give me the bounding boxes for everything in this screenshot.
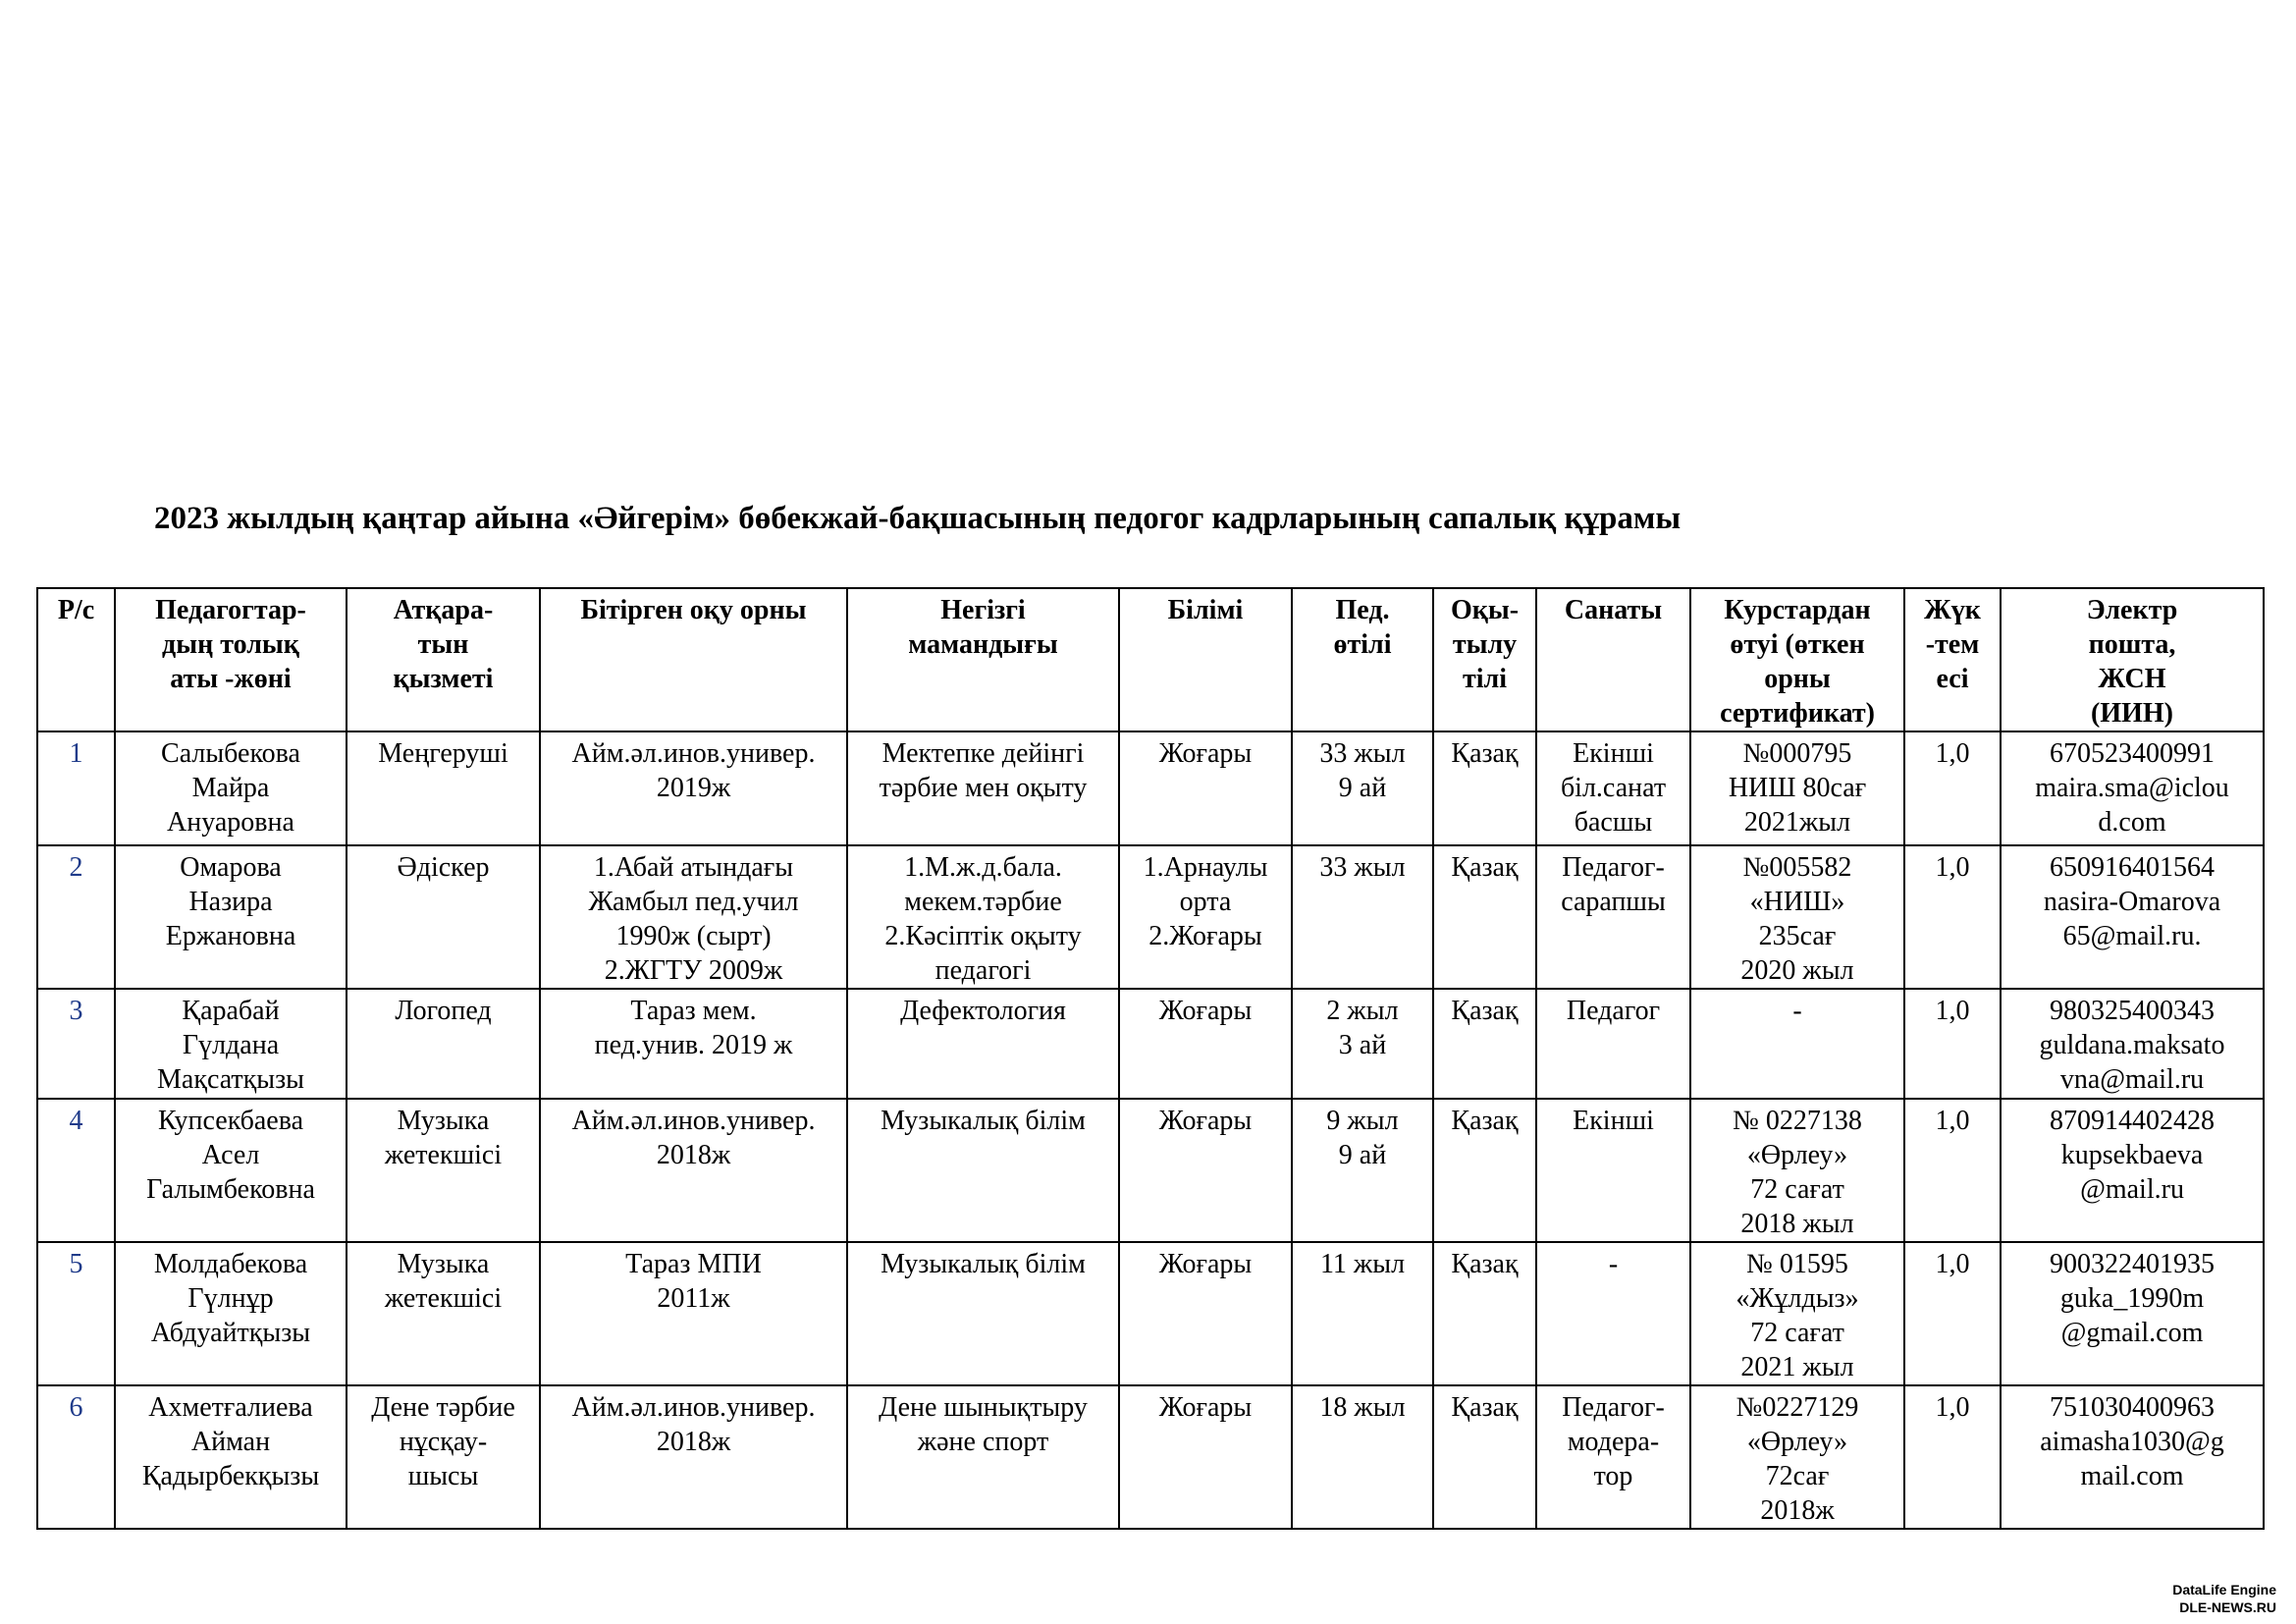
cell-contact-line: 870914402428 — [2050, 1106, 2215, 1136]
cell-category — [1536, 1385, 1690, 1529]
cell-school-line: 1990ж (сырт) — [615, 921, 772, 951]
header-courses-line: сертификат) — [1720, 698, 1875, 729]
cell-courses-line: 2020 жыл — [1740, 955, 1854, 986]
header-school-line: Бітірген оқу орны — [580, 595, 807, 625]
cell-category-line: модера- — [1567, 1427, 1660, 1457]
cell-specialty-line: 2.Кәсіптік оқыту — [884, 921, 1082, 951]
staff-table — [36, 587, 2265, 1530]
cell-experience-line: 9 ай — [1338, 1140, 1387, 1170]
cell-category-line: Педагог- — [1562, 852, 1665, 883]
watermark-line-2: DLE-NEWS.RU — [2179, 1599, 2276, 1615]
header-specialty-line: Негізгі — [940, 595, 1026, 625]
cell-courses-line: «НИШ» — [1749, 887, 1845, 917]
cell-num: 6 — [37, 1385, 115, 1529]
cell-courses-line: № 0227138 — [1733, 1106, 1862, 1136]
cell-specialty-line: Музыкалық білім — [881, 1106, 1086, 1136]
cell-category — [1536, 845, 1690, 989]
cell-position — [347, 1099, 540, 1242]
header-num — [37, 588, 115, 731]
header-specialty — [847, 588, 1119, 731]
cell-contact-line: @gmail.com — [2060, 1318, 2204, 1348]
cell-load — [1904, 1385, 2001, 1529]
cell-courses-line: 2018 жыл — [1740, 1209, 1854, 1239]
cell-courses-line: «Жұлдыз» — [1735, 1283, 1859, 1314]
cell-language — [1433, 989, 1536, 1099]
cell-position-line: жетекшісі — [384, 1283, 503, 1314]
cell-experience-line: 33 жыл — [1319, 738, 1406, 769]
header-name-line: Педагогтар- — [155, 595, 306, 625]
table-row — [37, 989, 2264, 1099]
cell-name — [115, 1099, 347, 1242]
page-title: 2023 жылдың қаңтар айына «Әйгерім» бөбекжай-бақшасының педогог кадрларының сапалық құрамы — [154, 501, 1682, 536]
cell-num: 3 — [37, 989, 115, 1099]
cell-name-line: Гүлдана — [182, 1030, 280, 1060]
cell-contact-line: guldana.maksato — [2039, 1030, 2225, 1060]
cell-category — [1536, 989, 1690, 1099]
cell-position — [347, 1242, 540, 1385]
header-num-line: Р/с — [57, 595, 95, 625]
cell-position-line: шысы — [407, 1461, 479, 1491]
header-language-line: Оқы- — [1450, 595, 1520, 625]
cell-category-line: Педагог- — [1562, 1392, 1665, 1423]
header-category-line: Санаты — [1564, 595, 1663, 625]
header-name — [115, 588, 347, 731]
cell-education — [1119, 989, 1292, 1099]
cell-courses-line: №005582 — [1742, 852, 1852, 883]
cell-education — [1119, 1099, 1292, 1242]
cell-education — [1119, 1385, 1292, 1529]
header-name-line: аты -жөні — [170, 664, 292, 694]
cell-courses-line: 2021 жыл — [1740, 1352, 1854, 1382]
cell-courses-line: 2021жыл — [1743, 807, 1851, 838]
header-education-line: Білімі — [1167, 595, 1244, 625]
cell-education — [1119, 1242, 1292, 1385]
table-row — [37, 1099, 2264, 1242]
watermark-line-1: DataLife Engine — [2172, 1582, 2276, 1597]
header-experience-line: өтілі — [1333, 629, 1392, 660]
header-contact-line: ЖСН — [2098, 664, 2166, 694]
cell-language-line: Қазақ — [1451, 852, 1519, 883]
cell-load — [1904, 989, 2001, 1099]
header-contact-line: пошта, — [2088, 629, 2176, 660]
cell-contact-line: maira.sma@iclou — [2035, 773, 2229, 803]
header-courses-line: өтуі (өткен — [1730, 629, 1865, 660]
cell-experience — [1292, 989, 1433, 1099]
cell-experience-line: 2 жыл — [1326, 996, 1399, 1026]
cell-education — [1119, 845, 1292, 989]
cell-contact-line: @mail.ru — [2080, 1174, 2184, 1205]
header-position-line: тын — [417, 629, 469, 660]
cell-contact — [2001, 989, 2264, 1099]
cell-experience — [1292, 1242, 1433, 1385]
cell-education-line: 1.Арнаулы — [1143, 852, 1268, 883]
cell-specialty-line: Мектепке дейінгі — [881, 738, 1085, 769]
cell-school-line: Айм.әл.инов.универ. — [571, 1106, 816, 1136]
cell-school-line: Тараз мем. — [630, 996, 757, 1026]
cell-contact-line: 980325400343 — [2050, 996, 2215, 1026]
cell-position-line: Әдіскер — [397, 852, 490, 883]
cell-specialty-line: және спорт — [917, 1427, 1049, 1457]
cell-category-line: - — [1608, 1249, 1619, 1279]
cell-load — [1904, 731, 2001, 845]
cell-specialty-line: 1.М.ж.д.бала. — [904, 852, 1062, 883]
cell-name-line: Қарабай — [182, 996, 280, 1026]
cell-name-line: Галымбековна — [146, 1174, 315, 1205]
cell-contact-line: 650916401564 — [2050, 852, 2215, 883]
cell-contact-line: d.com — [2098, 807, 2166, 838]
cell-num: 2 — [37, 845, 115, 989]
cell-school-line: Жамбыл пед.учил — [588, 887, 799, 917]
cell-education-line: 2.Жоғары — [1148, 921, 1262, 951]
cell-position — [347, 731, 540, 845]
cell-experience-line: 3 ай — [1338, 1030, 1387, 1060]
table-row — [37, 1385, 2264, 1529]
cell-language-line: Қазақ — [1451, 1249, 1519, 1279]
cell-category-line: тор — [1593, 1461, 1633, 1491]
cell-specialty-line: мекем.тәрбие — [904, 887, 1062, 917]
cell-contact-line: 751030400963 — [2050, 1392, 2215, 1423]
cell-position-line: жетекшісі — [384, 1140, 503, 1170]
table-row — [37, 1242, 2264, 1385]
cell-experience — [1292, 731, 1433, 845]
cell-school-line: 2.ЖГТУ 2009ж — [604, 955, 783, 986]
cell-contact-line: aimasha1030@g — [2040, 1427, 2224, 1457]
cell-position — [347, 989, 540, 1099]
cell-courses-line: «Өрлеу» — [1746, 1140, 1848, 1170]
cell-courses — [1690, 731, 1904, 845]
cell-language — [1433, 731, 1536, 845]
cell-category — [1536, 1242, 1690, 1385]
header-name-line: дың толық — [162, 629, 299, 660]
cell-category-line: сарапшы — [1561, 887, 1666, 917]
cell-language — [1433, 1385, 1536, 1529]
cell-load-line: 1,0 — [1935, 852, 1970, 883]
header-language-line: тылу — [1452, 629, 1518, 660]
cell-name-line: Мақсатқызы — [157, 1064, 304, 1095]
cell-specialty-line: тәрбие мен оқыту — [879, 773, 1088, 803]
cell-position-line: Музыка — [397, 1106, 490, 1136]
cell-name-line: Қадырбекқызы — [141, 1461, 320, 1491]
cell-contact-line: guka_1990m — [2059, 1283, 2205, 1314]
watermark — [2172, 1581, 2276, 1616]
cell-specialty-line: Дене шынықтыру — [879, 1392, 1088, 1423]
cell-education-line: Жоғары — [1158, 1249, 1253, 1279]
cell-name — [115, 731, 347, 845]
cell-courses-line: 2018ж — [1760, 1495, 1835, 1526]
cell-education-line: орта — [1179, 887, 1232, 917]
cell-education-line: Жоғары — [1158, 996, 1253, 1026]
header-courses-line: Курстардан — [1724, 595, 1871, 625]
cell-courses-line: НИШ 80сағ — [1728, 773, 1867, 803]
cell-contact — [2001, 1385, 2264, 1529]
cell-school-line: Айм.әл.инов.универ. — [571, 738, 816, 769]
cell-experience-line: 11 жыл — [1319, 1249, 1406, 1279]
cell-contact-line: kupsekbaeva — [2060, 1140, 2204, 1170]
cell-name-line: Купсекбаева — [157, 1106, 304, 1136]
header-position — [347, 588, 540, 731]
cell-contact — [2001, 845, 2264, 989]
cell-language-line: Қазақ — [1451, 996, 1519, 1026]
cell-contact-line: nasira-Omarova — [2043, 887, 2221, 917]
cell-courses-line: 72 сағат — [1750, 1318, 1844, 1348]
cell-specialty — [847, 1242, 1119, 1385]
cell-school — [540, 1099, 847, 1242]
cell-name-line: Асел — [201, 1140, 260, 1170]
cell-school-line: Айм.әл.инов.универ. — [571, 1392, 816, 1423]
cell-courses-line: 235сағ — [1758, 921, 1837, 951]
cell-load-line: 1,0 — [1935, 1392, 1970, 1423]
cell-category — [1536, 731, 1690, 845]
cell-contact-line: vna@mail.ru — [2059, 1064, 2205, 1095]
cell-education-line: Жоғары — [1158, 1392, 1253, 1423]
header-language — [1433, 588, 1536, 731]
cell-name-line: Назира — [188, 887, 273, 917]
cell-language — [1433, 1099, 1536, 1242]
header-position-line: Атқара- — [393, 595, 494, 625]
cell-contact-line: mail.com — [2080, 1461, 2184, 1491]
cell-contact — [2001, 1242, 2264, 1385]
cell-school-line: Тараз МПИ — [625, 1249, 762, 1279]
header-experience-line: Пед. — [1335, 595, 1390, 625]
cell-contact — [2001, 1099, 2264, 1242]
header-experience — [1292, 588, 1433, 731]
cell-category-line: біл.санат — [1560, 773, 1667, 803]
header-category — [1536, 588, 1690, 731]
cell-school — [540, 1385, 847, 1529]
cell-education-line: Жоғары — [1158, 1106, 1253, 1136]
cell-name — [115, 1242, 347, 1385]
cell-experience-line: 33 жыл — [1319, 852, 1406, 883]
cell-position — [347, 1385, 540, 1529]
cell-courses — [1690, 845, 1904, 989]
header-contact-line: (ИИН) — [2091, 698, 2173, 729]
cell-num: 4 — [37, 1099, 115, 1242]
cell-courses — [1690, 989, 1904, 1099]
cell-courses-line: №000795 — [1742, 738, 1852, 769]
header-language-line: тілі — [1462, 664, 1508, 694]
header-load-line: есі — [1936, 664, 1969, 694]
cell-name-line: Ахметғалиева — [148, 1392, 313, 1423]
cell-courses — [1690, 1099, 1904, 1242]
cell-category-line: Екінші — [1573, 738, 1654, 769]
cell-contact-line: 65@mail.ru. — [2062, 921, 2202, 951]
cell-name-line: Омарова — [180, 852, 282, 883]
header-specialty-line: мамандығы — [908, 629, 1058, 660]
cell-courses-line: 72 сағат — [1750, 1174, 1844, 1205]
cell-name-line: Майра — [191, 773, 270, 803]
cell-name-line: Айман — [190, 1427, 271, 1457]
cell-name-line: Ануаровна — [167, 807, 294, 838]
table-header-row — [37, 588, 2264, 731]
cell-language-line: Қазақ — [1451, 738, 1519, 769]
cell-courses-line: № 01595 — [1746, 1249, 1848, 1279]
cell-num: 5 — [37, 1242, 115, 1385]
cell-school-line: 2018ж — [656, 1427, 731, 1457]
cell-position-line: Музыка — [397, 1249, 490, 1279]
cell-experience-line: 9 жыл — [1326, 1106, 1399, 1136]
cell-language-line: Қазақ — [1451, 1392, 1519, 1423]
cell-position-line: Логопед — [395, 996, 492, 1026]
cell-specialty-line: педагогі — [934, 955, 1032, 986]
cell-education — [1119, 731, 1292, 845]
header-load-line: -тем — [1925, 629, 1980, 660]
cell-education-line: Жоғары — [1158, 738, 1253, 769]
cell-language — [1433, 1242, 1536, 1385]
cell-specialty — [847, 845, 1119, 989]
cell-name-line: Молдабекова — [153, 1249, 308, 1279]
cell-load — [1904, 1099, 2001, 1242]
cell-school-line: 2011ж — [657, 1283, 730, 1314]
cell-name-line: Абдуайтқызы — [150, 1318, 311, 1348]
cell-name-line: Салыбекова — [161, 738, 300, 769]
cell-position-line: Дене тәрбие — [371, 1392, 515, 1423]
cell-category-line: Педагог — [1566, 996, 1661, 1026]
cell-position-line: Меңгеруші — [378, 738, 508, 769]
cell-category — [1536, 1099, 1690, 1242]
header-courses-line: орны — [1764, 664, 1831, 694]
cell-name — [115, 845, 347, 989]
cell-contact — [2001, 731, 2264, 845]
header-school — [540, 588, 847, 731]
cell-load — [1904, 1242, 2001, 1385]
cell-experience-line: 9 ай — [1338, 773, 1387, 803]
cell-specialty — [847, 731, 1119, 845]
cell-specialty-line: Музыкалық білім — [881, 1249, 1086, 1279]
cell-name-line: Ержановна — [165, 921, 296, 951]
cell-specialty — [847, 989, 1119, 1099]
cell-contact-line: 900322401935 — [2050, 1249, 2215, 1279]
cell-position — [347, 845, 540, 989]
header-position-line: қызметі — [393, 664, 494, 694]
cell-position-line: нұсқау- — [399, 1427, 488, 1457]
cell-school-line: 1.Абай атындағы — [593, 852, 794, 883]
cell-courses-line: 72сағ — [1765, 1461, 1830, 1491]
cell-name-line: Гүлнұр — [187, 1283, 274, 1314]
header-load — [1904, 588, 2001, 731]
cell-school-line: пед.унив. 2019 ж — [594, 1030, 793, 1060]
cell-school — [540, 845, 847, 989]
header-courses — [1690, 588, 1904, 731]
cell-category-line: Екінші — [1573, 1106, 1654, 1136]
cell-experience — [1292, 1385, 1433, 1529]
cell-school — [540, 1242, 847, 1385]
cell-num: 1 — [37, 731, 115, 845]
cell-courses — [1690, 1242, 1904, 1385]
cell-experience — [1292, 845, 1433, 989]
cell-load-line: 1,0 — [1935, 738, 1970, 769]
cell-school — [540, 731, 847, 845]
cell-school — [540, 989, 847, 1099]
cell-load — [1904, 845, 2001, 989]
table-row — [37, 731, 2264, 845]
table-row — [37, 845, 2264, 989]
cell-courses-line: №0227129 — [1735, 1392, 1859, 1423]
cell-courses-line: «Өрлеу» — [1746, 1427, 1848, 1457]
cell-experience-line: 18 жыл — [1319, 1392, 1406, 1423]
cell-school-line: 2019ж — [656, 773, 731, 803]
header-load-line: Жүк — [1924, 595, 1981, 625]
cell-contact-line: 670523400991 — [2050, 738, 2215, 769]
cell-name — [115, 989, 347, 1099]
cell-name — [115, 1385, 347, 1529]
cell-specialty — [847, 1385, 1119, 1529]
cell-load-line: 1,0 — [1935, 1106, 1970, 1136]
cell-specialty — [847, 1099, 1119, 1242]
header-contact — [2001, 588, 2264, 731]
header-education — [1119, 588, 1292, 731]
cell-school-line: 2018ж — [656, 1140, 731, 1170]
cell-courses-line: - — [1792, 996, 1802, 1026]
cell-language-line: Қазақ — [1451, 1106, 1519, 1136]
cell-load-line: 1,0 — [1935, 1249, 1970, 1279]
cell-language — [1433, 845, 1536, 989]
cell-load-line: 1,0 — [1935, 996, 1970, 1026]
cell-courses — [1690, 1385, 1904, 1529]
cell-specialty-line: Дефектология — [900, 996, 1066, 1026]
header-contact-line: Электр — [2086, 595, 2178, 625]
cell-category-line: басшы — [1574, 807, 1653, 838]
cell-experience — [1292, 1099, 1433, 1242]
